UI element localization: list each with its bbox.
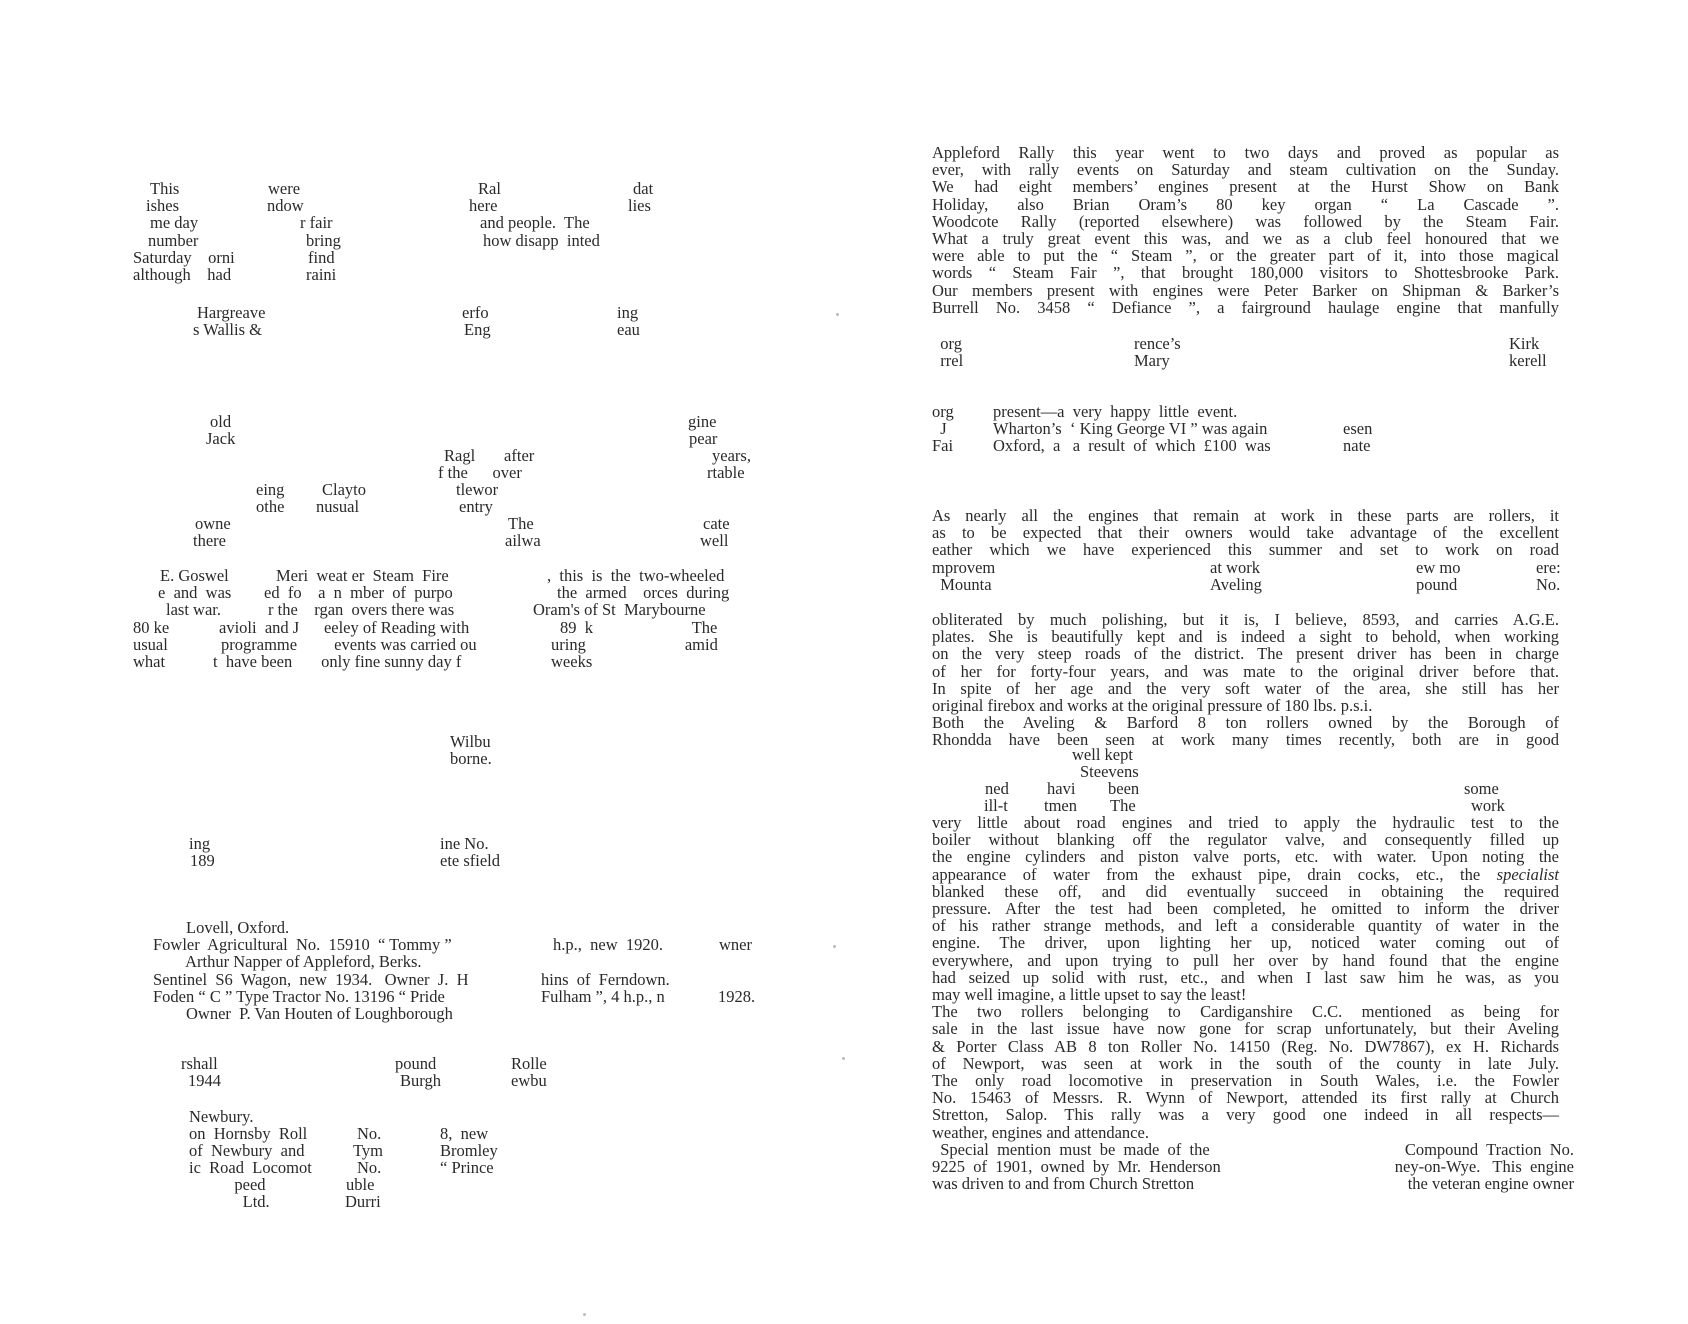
body-text-line: original firebox and works at the original pressure of 180 lbs. p.s.i. [932, 696, 1373, 715]
scan-speck [836, 313, 839, 316]
fragment-text: the armed orces during [557, 583, 730, 603]
fragment-text: avioli and J eeley of Reading with [219, 617, 470, 637]
body-text-line: had seized up solid with rust, etc., and when I last saw him he was, as you [932, 967, 1559, 987]
fragment-text: Fulham ”, 4 h.p., n [541, 986, 665, 1006]
body-text-line: eather which we have experienced this summer and set to work on road [932, 540, 1559, 560]
body-text-line: We had eight members’ engines present at the Hurst Show on Bank [932, 177, 1559, 197]
body-text-line: boiler without blanking off the regulator valve, and consequently filled up [932, 830, 1559, 850]
fragment-text: work [1471, 796, 1505, 815]
body-text-line: of her for forty-four years, and was mate to the original driver before that. [932, 661, 1559, 681]
fragment-text: Ltd. [189, 1192, 270, 1211]
intro-fragment-text: bring [306, 230, 341, 250]
body-text-line: blanked these off, and did eventually succeed in obtaining the required [932, 881, 1559, 901]
fragment-text: nate [1343, 436, 1371, 456]
fragment-text: the veteran engine owner [1407, 1174, 1574, 1194]
fragment-text: well kept [1072, 745, 1133, 764]
fragment-text: pound [1416, 575, 1458, 595]
body-text-line: sale in the last issue have now gone for scrap unfortunately, but their Aveling [932, 1019, 1559, 1039]
fragment-text: programme events was carried ou [221, 634, 477, 654]
fragment-text: No. [1536, 575, 1561, 595]
fragment-text: what [133, 652, 166, 671]
fragment-text: “ Prince [440, 1158, 494, 1177]
fragment-text: 89 k The [560, 617, 718, 637]
fragment-text: ing [617, 303, 639, 322]
fragment-text: esen [1343, 419, 1373, 439]
intro-fragment-text: number [148, 230, 199, 250]
body-text-line: words “ Steam Fair ”, that brought 180,000 visitors to Shottesbrooke Park. [932, 263, 1559, 283]
body-text-line: Rhondda have been seen at work many times recently, both are in good [932, 730, 1559, 750]
fragment-text: Eng [464, 320, 491, 340]
fragment-text: well [700, 531, 729, 550]
fragment-text: gine [688, 412, 717, 431]
fragment-text: 8, new [440, 1124, 489, 1143]
body-text-line: weather, engines and attendance. [932, 1122, 1149, 1142]
fragment-text: Fai [932, 436, 954, 456]
intro-fragment-text: Saturday orni [133, 247, 235, 267]
fragment-text: mprovem [932, 558, 996, 577]
fragment-text: owne [195, 514, 231, 533]
fragment-text: borne. [450, 749, 492, 768]
fragment-text: ic Road Locomot [189, 1158, 312, 1177]
fragment-text: 9225 of 1901, owned by Mr. Henderson [932, 1157, 1221, 1177]
fragment-text: No. [357, 1158, 382, 1177]
body-text-line: engine. The driver, upon lighting her up, noticed water coming out of [932, 933, 1559, 953]
fragment-text: E. Goswel [160, 566, 229, 585]
fragment-text: ed fo a n mber of purpo [264, 583, 453, 603]
fragment-text: No. [357, 1124, 382, 1143]
fragment-text: ewbu [511, 1071, 547, 1090]
fragment-text: 1944 [188, 1071, 221, 1090]
fragment-text: uble [346, 1175, 375, 1194]
body-text-line: obliterated by much polishing, but it is, I believe, 8593, and carries A.G.E. [932, 610, 1559, 629]
body-text-line: very little about road engines and tried to apply the hydraulic test to the [932, 813, 1559, 832]
body-text-line: everywhere, and upon trying to pull her over by hand found that the engine [932, 950, 1559, 970]
fragment-text: present—a very happy little event. [993, 402, 1238, 421]
fragment-text: Compound Traction No. [1404, 1140, 1574, 1159]
fragment-text: Meri weat er Steam Fire [276, 566, 449, 585]
fragment-text: Mounta [932, 575, 992, 595]
fragment-text: The [508, 514, 534, 533]
fragment-text: eing [256, 480, 285, 499]
body-text-line: What a truly great event this was, and we as a club feel honoured that we [932, 229, 1559, 248]
body-text-line: In spite of her age and the very soft water of the area, she still has her [932, 678, 1559, 698]
fragment-text: Hargreave [197, 303, 266, 322]
fragment-text: Mary [1134, 351, 1170, 370]
fragment-text: last war. [166, 600, 221, 620]
fragment-text: ned [985, 779, 1009, 798]
fragment-text: Bromley [440, 1141, 498, 1160]
body-text-line: Appleford Rally this year went to two days and proved as popular as [932, 143, 1559, 162]
fragment-text: ine No. [440, 834, 489, 853]
fragment-text: some [1464, 779, 1499, 798]
fragment-text: Rolle [511, 1054, 547, 1073]
fragment-text: org [932, 334, 962, 353]
intro-fragment-text: me day [150, 213, 199, 233]
intro-fragment-text: lies [628, 196, 651, 216]
body-text-line: of his rather strange methods, and left a considerable quantity of water in the [932, 916, 1559, 936]
fragment-text: e and was [158, 583, 232, 603]
fragment-text: othe [256, 497, 285, 516]
fragment-text: Durri [345, 1192, 381, 1211]
fragment-text: 189 [190, 851, 215, 870]
fragment-text: was driven to and from Church Stretton [932, 1174, 1195, 1194]
fragment-text: erfo [462, 303, 489, 322]
scan-speck [583, 1313, 586, 1316]
fragment-text: t have been only fine sunny day f [213, 652, 462, 671]
body-text-line: the engine cylinders and piston valve ports, etc. with water. Upon noting the [932, 847, 1559, 867]
fragment-text: Oxford, a a result of which £100 was [993, 436, 1271, 456]
fragment-text: Foden “ C ” Type Tractor No. 13196 “ Pride [153, 986, 445, 1006]
body-text-line: may well imagine, a little upset to say the least! [932, 985, 1247, 1004]
fragment-text: ailwa [505, 531, 541, 550]
fragment-text: tlewor [456, 480, 499, 499]
fragment-text: there [193, 531, 226, 550]
fragment-text: Sentinel S6 Wagon, new 1934. Owner J. H [153, 969, 469, 989]
intro-fragment-text: although had [133, 265, 232, 284]
fragment-text: usual [133, 634, 168, 654]
fragment-text: Oram's of St Marybourne [533, 600, 706, 620]
fragment-text: ere: [1536, 558, 1561, 577]
fragment-text: The [1110, 796, 1136, 815]
intro-fragment-text: find [308, 247, 335, 267]
fragment-text: Owner P. Van Houten of Loughborough [153, 1004, 453, 1023]
fragment-text: been [1108, 779, 1140, 798]
intro-fragment-text: ndow [267, 196, 304, 216]
body-text-line: No. 15463 of Messrs. R. Wynn of Newport, attended its first rally at Church [932, 1088, 1559, 1108]
body-text-line: Stretton, Salop. This rally was a very good one indeed in all respects— [932, 1105, 1559, 1125]
fragment-text: Arthur Napper of Appleford, Berks. [153, 952, 422, 972]
body-text-line: & Porter Class AB 8 ton Roller No. 14150 (Reg. No. DW7867), ex H. Richards [932, 1036, 1559, 1056]
fragment-text: , this is the two-wheeled [547, 566, 725, 585]
fragment-text: uring amid [551, 634, 718, 654]
fragment-text: rrel [932, 351, 964, 370]
fragment-text: eau [617, 320, 640, 340]
fragment-text: nusual [316, 497, 360, 516]
body-text-line: Our members present with engines were Peter Barker on Shipman & Barker’s [932, 280, 1559, 300]
fragment-text: ew mo [1416, 558, 1461, 577]
fragment-text: tmen [1044, 796, 1077, 815]
fragment-text: peed [189, 1175, 266, 1194]
intro-fragment-text: ishes [146, 196, 179, 216]
intro-fragment-text: dat [633, 179, 654, 198]
body-text-line: Holiday, also Brian Oram’s 80 key organ “ La Cascade ”. [932, 194, 1559, 214]
fragment-text: f the over [438, 463, 522, 482]
fragment-text: at work [1210, 558, 1260, 577]
fragment-text: 80 ke [133, 617, 170, 637]
fragment-text: old [210, 412, 232, 431]
fragment-text: Newbury. [189, 1107, 254, 1126]
fragment-text: ill-t [984, 796, 1008, 815]
fragment-text: Steevens [1080, 762, 1139, 781]
fragment-text: cate [703, 514, 730, 533]
body-text-line: Both the Aveling & Barford 8 ton rollers owned by the Borough of [932, 713, 1559, 733]
body-text-line: plates. She is beautifully kept and is indeed a sight to behold, when working [932, 627, 1559, 647]
fragment-text: Ragl after [444, 446, 535, 465]
fragment-text: Jack [206, 429, 236, 448]
body-text-line: As nearly all the engines that remain at work in these parts are rollers, it [932, 506, 1559, 525]
fragment-text: years, [712, 446, 751, 465]
body-text-line: The two rollers belonging to Cardiganshire C.C. mentioned as being for [932, 1002, 1559, 1022]
intro-fragment-text: r fair [300, 213, 333, 233]
body-text-line: of Newport, was seen at work in the south of the county in late July. [932, 1053, 1559, 1073]
fragment-text: kerell [1509, 351, 1547, 370]
fragment-text: of Newbury and [189, 1141, 305, 1160]
fragment-text: wner [719, 935, 752, 955]
body-text-line: Burrell No. 3458 “ Defiance ”, a fairground haulage engine that manfully [932, 297, 1559, 317]
fragment-text: Kirk [1509, 334, 1540, 353]
fragment-text: Tym [353, 1141, 384, 1160]
scan-speck [833, 945, 836, 948]
fragment-text: ney-on-Wye. This engine [1394, 1157, 1574, 1177]
fragment-text: Wilbu [450, 732, 491, 751]
fragment-text: Burgh [400, 1071, 441, 1090]
fragment-text: rtable [707, 463, 745, 482]
intro-fragment-text: were [268, 179, 301, 198]
fragment-text: entry [459, 497, 493, 516]
body-text-line: ever, with rally events on Saturday and steam cultivation on the Sunday. [932, 160, 1559, 180]
fragment-text: on Hornsby Roll [189, 1124, 308, 1143]
scan-speck [842, 1057, 845, 1060]
fragment-text: Wharton’s ‘ King George VI ” was again [993, 419, 1268, 439]
fragment-text: h.p., new 1920. [553, 935, 663, 955]
fragment-text: Fowler Agricultural No. 15910 “ Tommy ” [153, 935, 452, 955]
fragment-text: pound [395, 1054, 437, 1073]
right-page [844, 0, 1688, 1324]
fragment-text: havi [1047, 779, 1076, 798]
fragment-text: pear [689, 429, 718, 448]
body-text-line: appearance of water from the exhaust pipe, drain cocks, etc., the specialist [932, 864, 1559, 884]
fragment-text: ing [189, 834, 211, 853]
fragment-text: 1928. [718, 986, 756, 1006]
fragment-text: rshall [181, 1054, 218, 1073]
fragment-text: weeks [551, 652, 593, 671]
body-text-line: were able to put the “ Steam ”, or the greater part of it, into those magical [932, 246, 1559, 266]
fragment-text: Aveling [1210, 575, 1262, 595]
fragment-text: J [932, 419, 947, 439]
intro-fragment-text: here [469, 196, 498, 216]
intro-fragment-text: Ral [478, 179, 501, 198]
fragment-text: s Wallis & [193, 320, 262, 340]
fragment-text: Lovell, Oxford. [153, 918, 290, 937]
fragment-text: rence’s [1134, 334, 1181, 353]
fragment-text: r the rgan overs there was [268, 600, 455, 620]
fragment-text: ete sfield [440, 851, 501, 870]
fragment-text: Clayto [322, 480, 366, 499]
body-text-line: on the very steep roads of the district. The present driver has been in charge [932, 644, 1559, 664]
body-text-line: pressure. After the test had been completed, he omitted to inform the driver [932, 899, 1559, 918]
body-text-line: Woodcote Rally (reported elsewhere) was followed by the Steam Fair. [932, 211, 1559, 231]
fragment-text: Special mention must be made of the [932, 1140, 1210, 1159]
intro-fragment-text: raini [306, 265, 337, 284]
fragment-text: org [932, 402, 954, 421]
intro-fragment-text: how disapp inted [483, 230, 600, 250]
intro-fragment-text: and people. The [480, 213, 590, 233]
intro-fragment-text: This [150, 179, 180, 198]
body-text-line: as to be expected that their owners would take advantage of the excellent [932, 523, 1559, 543]
fragment-text: hins of Ferndown. [541, 969, 670, 989]
body-text-line: The only road locomotive in preservation in South Wales, i.e. the Fowler [932, 1071, 1559, 1090]
